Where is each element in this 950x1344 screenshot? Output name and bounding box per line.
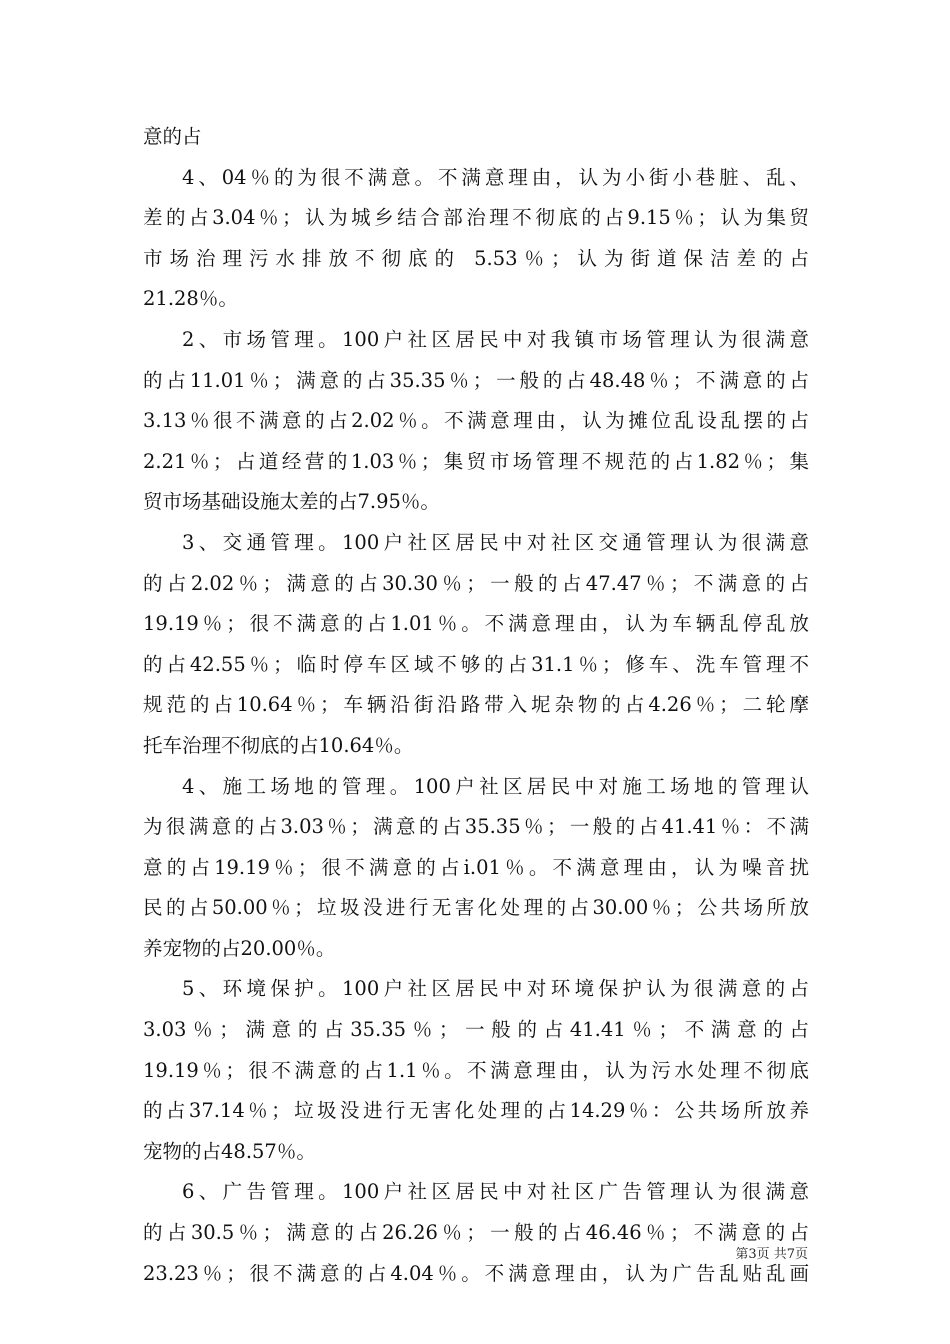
text-line: 21.28％。 [143,287,238,311]
text-line: 差的占3.04％；认为城乡结合部治理不彻底的占9.15％；认为集贸 [143,206,809,230]
text-line: 意的占 [143,125,202,148]
text-line: 19.19％；很不满意的占1.1％。不满意理由，认为污水处理不彻底 [143,1058,809,1082]
text-line: 托车治理不彻底的占10.64％。 [143,733,414,757]
text-line: 贸市场基础设施太差的占7.95％。 [143,490,440,514]
text-line: 的占37.14％；垃圾没进行无害化处理的占14.29％：公共场所放养 [143,1099,809,1123]
text-line: 的占2.02％；满意的占30.30％；一般的占47.47％；不满意的占 [143,571,809,595]
text-line: 的占30.5％；满意的占26.26％；一般的占46.46％；不满意的占 [143,1221,809,1245]
page-number-footer: 第3页 共7页 [735,1247,808,1262]
body-text [143,117,809,1294]
text-line: 3.13％很不满意的占2.02％。不满意理由，认为摊位乱设乱摆的占 [143,409,809,433]
text-line: 宠物的占48.57％。 [143,1139,316,1163]
text-line: 2、市场管理。100户社区居民中对我镇市场管理认为很满意 [182,327,809,351]
text-line: 的占42.55％；临时停车区域不够的占31.1％；修车、洗车管理不 [143,652,809,676]
text-line: 养宠物的占20.00％。 [143,936,336,960]
text-line: 5、环境保护。100户社区居民中对环境保护认为很满意的占 [182,977,809,1001]
text-line: 市场治理污水排放不彻底的 5.53％；认为街道保洁差的占 [143,246,809,270]
text-line: 民的占50.00％；垃圾没进行无害化处理的占30.00％；公共场所放 [143,896,809,920]
text-line: 4、施工场地的管理。100户社区居民中对施工场地的管理认 [182,774,809,798]
text-line: 19.19％；很不满意的占1.01％。不满意理由，认为车辆乱停乱放 [143,612,809,636]
text-line: 为很满意的占3.03％；满意的占35.35％；一般的占41.41％：不满 [143,815,809,839]
text-line: 规范的占10.64％；车辆沿街沿路带入坭杂物的占4.26％；二轮摩 [143,693,809,717]
text-line: 4、04％的为很不满意。不满意理由，认为小街小巷脏、乱、 [182,165,809,189]
text-line: 2.21％；占道经营的1.03％；集贸市场管理不规范的占1.82％；集 [143,449,809,473]
text-line: 6、广告管理。100户社区居民中对社区广告管理认为很满意 [182,1180,809,1204]
text-line: 3、交通管理。100户社区居民中对社区交通管理认为很满意 [182,530,809,554]
text-line: 3.03％；满意的占35.35％；一般的占41.41％；不满意的占 [143,1018,809,1042]
text-line: 意的占19.19％；很不满意的占i.01％。不满意理由，认为噪音扰 [143,855,809,879]
text-line: 的占11.01％；满意的占35.35％；一般的占48.48％；不满意的占 [143,368,809,392]
text-line: 23.23％；很不满意的占4.04％。不满意理由，认为广告乱贴乱画 [143,1261,809,1285]
